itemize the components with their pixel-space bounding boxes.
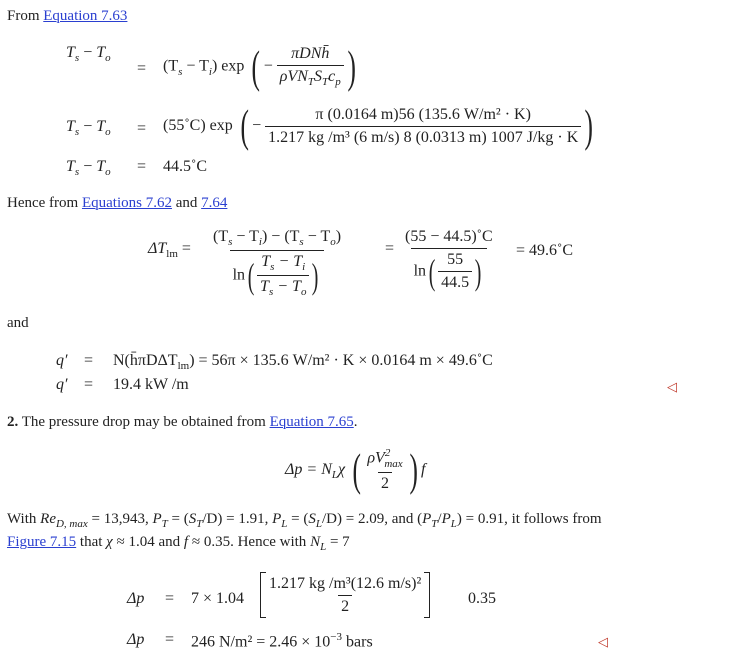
lmtd-fraction-1 bbox=[210, 228, 344, 299]
n1f: s bbox=[299, 236, 304, 249]
part2-number: 2. bbox=[7, 414, 19, 430]
eq1-lhs-sub1: s bbox=[74, 52, 80, 65]
eq3-minus: − bbox=[79, 158, 97, 175]
eq2-denominator: 1.217 kg /m³ (6 m/s) 8 (0.0313 m) 1007 J/kg · K bbox=[265, 126, 581, 147]
end-marker-1: ◁ bbox=[667, 380, 677, 395]
eq2-lhs2: T bbox=[96, 118, 106, 135]
dp2-end: bars bbox=[342, 633, 373, 651]
eq3-lhs: T bbox=[66, 158, 75, 175]
eq1-right-paren: ) bbox=[347, 41, 356, 92]
q2-lhs: q′ bbox=[56, 376, 68, 393]
w-pl: P bbox=[272, 511, 282, 527]
f-nl: N bbox=[310, 534, 321, 550]
eq1-rhs bbox=[163, 41, 359, 92]
eq2-right-paren: ) bbox=[584, 100, 594, 151]
a4: i bbox=[302, 261, 306, 274]
w-sl-sub: L bbox=[315, 518, 322, 530]
ln1-num bbox=[258, 253, 308, 275]
n1d: i bbox=[258, 236, 262, 249]
eq3-lhs2: T bbox=[96, 158, 106, 175]
eq2-equals: = bbox=[137, 120, 147, 137]
q1-equals: = bbox=[84, 352, 94, 369]
w-pt2-sub: T bbox=[431, 518, 438, 530]
f-chi: χ bbox=[106, 534, 113, 550]
f4: = 7 bbox=[326, 534, 350, 550]
equations-7-62-link[interactable]: Equations 7.62 bbox=[81, 195, 172, 211]
n1g: − T bbox=[303, 228, 331, 245]
f3: ≈ 0.35. Hence with bbox=[188, 534, 311, 550]
figure-line bbox=[7, 534, 350, 553]
lmtd-delta-t: ΔT bbox=[148, 240, 167, 257]
eq1-den-main: ρVN bbox=[279, 68, 308, 86]
f-nl-sub: L bbox=[320, 541, 327, 553]
q1-lhs: q′ bbox=[56, 352, 68, 369]
dp1-den: 2 bbox=[338, 595, 352, 616]
q2-rhs: 19.4 kW /m bbox=[113, 376, 189, 393]
a1: T bbox=[261, 253, 271, 271]
w-re-sub: D, max bbox=[55, 518, 88, 530]
n1e: ) − (T bbox=[261, 228, 300, 245]
w5: = ( bbox=[287, 511, 309, 527]
w-pl2-sub: L bbox=[450, 518, 457, 530]
eq1-lhs: T bbox=[66, 44, 75, 61]
q1-rhs-a: N(h̄πDΔT bbox=[113, 352, 178, 369]
eq1-den-c: c bbox=[328, 68, 336, 86]
ln2-rparen: ) bbox=[474, 251, 482, 292]
dp1-lhs: Δp bbox=[127, 590, 145, 607]
w2: = 13,943, bbox=[87, 511, 153, 527]
lmtd-lhs-sub: lm bbox=[166, 248, 178, 261]
eq2-lhs-sub2: o bbox=[105, 126, 111, 139]
intro-text: From bbox=[7, 8, 44, 24]
w-st: S bbox=[188, 511, 197, 527]
eq1-den-t2: T bbox=[322, 76, 329, 89]
lmtd-frac1 bbox=[210, 228, 344, 299]
b3: − T bbox=[273, 278, 301, 296]
n1i: ) bbox=[335, 228, 342, 245]
lmtd-den2 bbox=[411, 248, 487, 292]
eq3-lhs-sub1: s bbox=[74, 166, 80, 179]
eq1-den-p: p bbox=[335, 76, 341, 89]
f1: that bbox=[76, 534, 107, 550]
w-pt-sub: T bbox=[161, 518, 168, 530]
eq1-den-t: T bbox=[307, 76, 315, 89]
dp2-lhs: Δp bbox=[127, 631, 145, 648]
eq1-equals: = bbox=[137, 60, 147, 77]
w-st-sub: T bbox=[196, 518, 203, 530]
dp-num-a: ρV bbox=[367, 449, 385, 467]
dp-num bbox=[364, 447, 405, 472]
eq2-numerator: π (0.0164 m)56 (135.6 W/m² · K) bbox=[315, 105, 531, 123]
lmtd-frac2 bbox=[402, 228, 496, 292]
w-pl-sub: L bbox=[281, 518, 288, 530]
and-text: and bbox=[7, 315, 29, 331]
lmtd-den1 bbox=[230, 250, 325, 298]
dp1-bracket-expr bbox=[260, 572, 430, 618]
eq1-coef-i: i bbox=[208, 65, 212, 78]
ln2-lparen: ( bbox=[428, 251, 436, 292]
eq2-neg: − bbox=[252, 117, 262, 134]
w1: With bbox=[7, 511, 41, 527]
q1-rhs-sub: lm bbox=[177, 360, 190, 373]
dp2-rhs bbox=[191, 631, 373, 651]
ln1-frac bbox=[257, 253, 309, 298]
lmtd-result: = 49.6˚C bbox=[516, 242, 574, 259]
equation-7-65-link[interactable]: Equation 7.65 bbox=[269, 414, 354, 430]
equation-1 bbox=[66, 44, 111, 64]
dp-chi: χ bbox=[337, 461, 346, 478]
part2-end: . bbox=[353, 414, 358, 430]
n1h: o bbox=[330, 236, 336, 249]
equation-2 bbox=[66, 118, 111, 138]
eq2-coef: (55˚C) exp bbox=[163, 117, 233, 134]
part2-line bbox=[7, 414, 357, 431]
ln1-den bbox=[257, 275, 309, 298]
eq1-left-paren: ( bbox=[251, 41, 261, 92]
dp-f: f bbox=[420, 461, 426, 478]
eq3-equals: = bbox=[137, 158, 147, 175]
end-marker-2: ◁ bbox=[598, 635, 608, 650]
equation-3 bbox=[66, 158, 111, 178]
dp1-equals: = bbox=[165, 590, 175, 607]
n1a: (T bbox=[213, 228, 229, 245]
ln1-lparen: ( bbox=[247, 255, 255, 296]
f-f: f bbox=[183, 534, 189, 550]
q1-rhs-b: ) = 56π × 135.6 W/m² · K × 0.0164 m × 49.6˚C bbox=[189, 352, 493, 369]
ln2-den: 44.5 bbox=[438, 271, 472, 292]
lmtd-fraction-2 bbox=[402, 228, 496, 292]
w-pl2: P bbox=[441, 511, 451, 527]
eq1-coef-end: ) exp bbox=[211, 57, 245, 75]
intro-line bbox=[7, 8, 127, 25]
dp1-num: 1.217 kg /m³(12.6 m/s)² bbox=[269, 574, 422, 592]
ln2: ln bbox=[413, 262, 427, 280]
w8: ) = 0.91, it follows from bbox=[456, 511, 602, 527]
dp1-tail: 0.35 bbox=[468, 590, 496, 607]
dp2-rhs-a: 246 N/m² = 2.46 × 10 bbox=[191, 633, 331, 651]
dp-frac bbox=[364, 447, 405, 493]
n1b: s bbox=[228, 236, 233, 249]
b2: s bbox=[268, 286, 274, 299]
eq1-lhs-sub2: o bbox=[105, 52, 111, 65]
eq1-fraction bbox=[277, 45, 344, 88]
w-pt2: P bbox=[422, 511, 432, 527]
f2: ≈ 1.04 and bbox=[112, 534, 184, 550]
equation-7-63-link[interactable]: Equation 7.63 bbox=[43, 8, 128, 24]
eq1-neg: − bbox=[263, 57, 273, 75]
equation-7-64-link[interactable]: 7.64 bbox=[201, 195, 228, 211]
ln2-frac bbox=[438, 251, 472, 292]
w3: = ( bbox=[167, 511, 189, 527]
part2-text: The pressure drop may be obtained from bbox=[18, 414, 270, 430]
lmtd-num1 bbox=[210, 228, 344, 250]
w-sl: S bbox=[308, 511, 316, 527]
figure-7-15-link[interactable]: Figure 7.15 bbox=[7, 534, 77, 550]
a3: − T bbox=[274, 253, 303, 271]
w7: / bbox=[437, 511, 442, 527]
ln2-num: 55 bbox=[447, 251, 464, 268]
lmtd-equals-2: = bbox=[385, 240, 395, 257]
eq1-den-s: S bbox=[314, 68, 323, 86]
dp-equation bbox=[285, 444, 426, 495]
eq3-rhs: 44.5˚C bbox=[163, 158, 207, 175]
q1-rhs bbox=[113, 352, 493, 372]
dp-lparen: ( bbox=[352, 444, 361, 495]
w-pt: P bbox=[152, 511, 162, 527]
dp-num-sub: max bbox=[384, 457, 403, 470]
ln1: ln bbox=[232, 266, 246, 284]
eq1-coef-s: s bbox=[178, 65, 183, 78]
eq2-lhs-sub1: s bbox=[74, 126, 80, 139]
w6: /D) = 2.09, and ( bbox=[321, 511, 423, 527]
dp-den: 2 bbox=[378, 472, 392, 493]
eq2-rhs bbox=[163, 100, 597, 151]
dp-lhs: Δp = N bbox=[285, 461, 332, 478]
eq1-lhs2: T bbox=[96, 44, 106, 61]
dp2-sup: −3 bbox=[330, 631, 343, 643]
q2-equals: = bbox=[84, 376, 94, 393]
eq3-lhs-sub2: o bbox=[105, 166, 111, 179]
eq1-minus: − bbox=[79, 44, 97, 61]
hence-line bbox=[7, 195, 227, 212]
b1: T bbox=[260, 278, 269, 296]
lmtd-lhs: $\Delta T_{lm}$ = bbox=[148, 240, 191, 261]
eq2-minus: − bbox=[79, 118, 97, 135]
ln1-rparen: ) bbox=[312, 255, 319, 296]
n1c: − T bbox=[232, 228, 259, 245]
lmtd-num2: (55 − 44.5)˚C bbox=[405, 228, 493, 245]
b4: o bbox=[300, 286, 307, 299]
eq1-coef: (T bbox=[163, 57, 179, 75]
eq2-fraction bbox=[265, 106, 581, 147]
hence-and: and bbox=[171, 195, 202, 211]
eq2-lhs: T bbox=[66, 118, 75, 135]
dp1-frac bbox=[266, 575, 424, 616]
eq1-denominator bbox=[277, 65, 344, 88]
dp-rparen: ) bbox=[409, 444, 418, 495]
eq2-left-paren: ( bbox=[240, 100, 249, 151]
eq1-numerator: πDNh̄ bbox=[291, 45, 330, 63]
w4: /D) = 1.91, bbox=[202, 511, 273, 527]
dp-lhs-sub: L bbox=[331, 468, 338, 481]
dp2-equals: = bbox=[165, 631, 175, 648]
dp1-coef: 7 × 1.04 bbox=[191, 590, 245, 607]
hence-text: Hence from bbox=[7, 195, 82, 211]
a2: s bbox=[270, 261, 275, 274]
with-line bbox=[7, 511, 602, 530]
w-re: Re bbox=[40, 511, 56, 527]
dp1-right-bracket bbox=[424, 572, 430, 618]
eq1-coef-mid: − T bbox=[182, 57, 209, 75]
dp-num-sup: 2 bbox=[384, 447, 391, 460]
